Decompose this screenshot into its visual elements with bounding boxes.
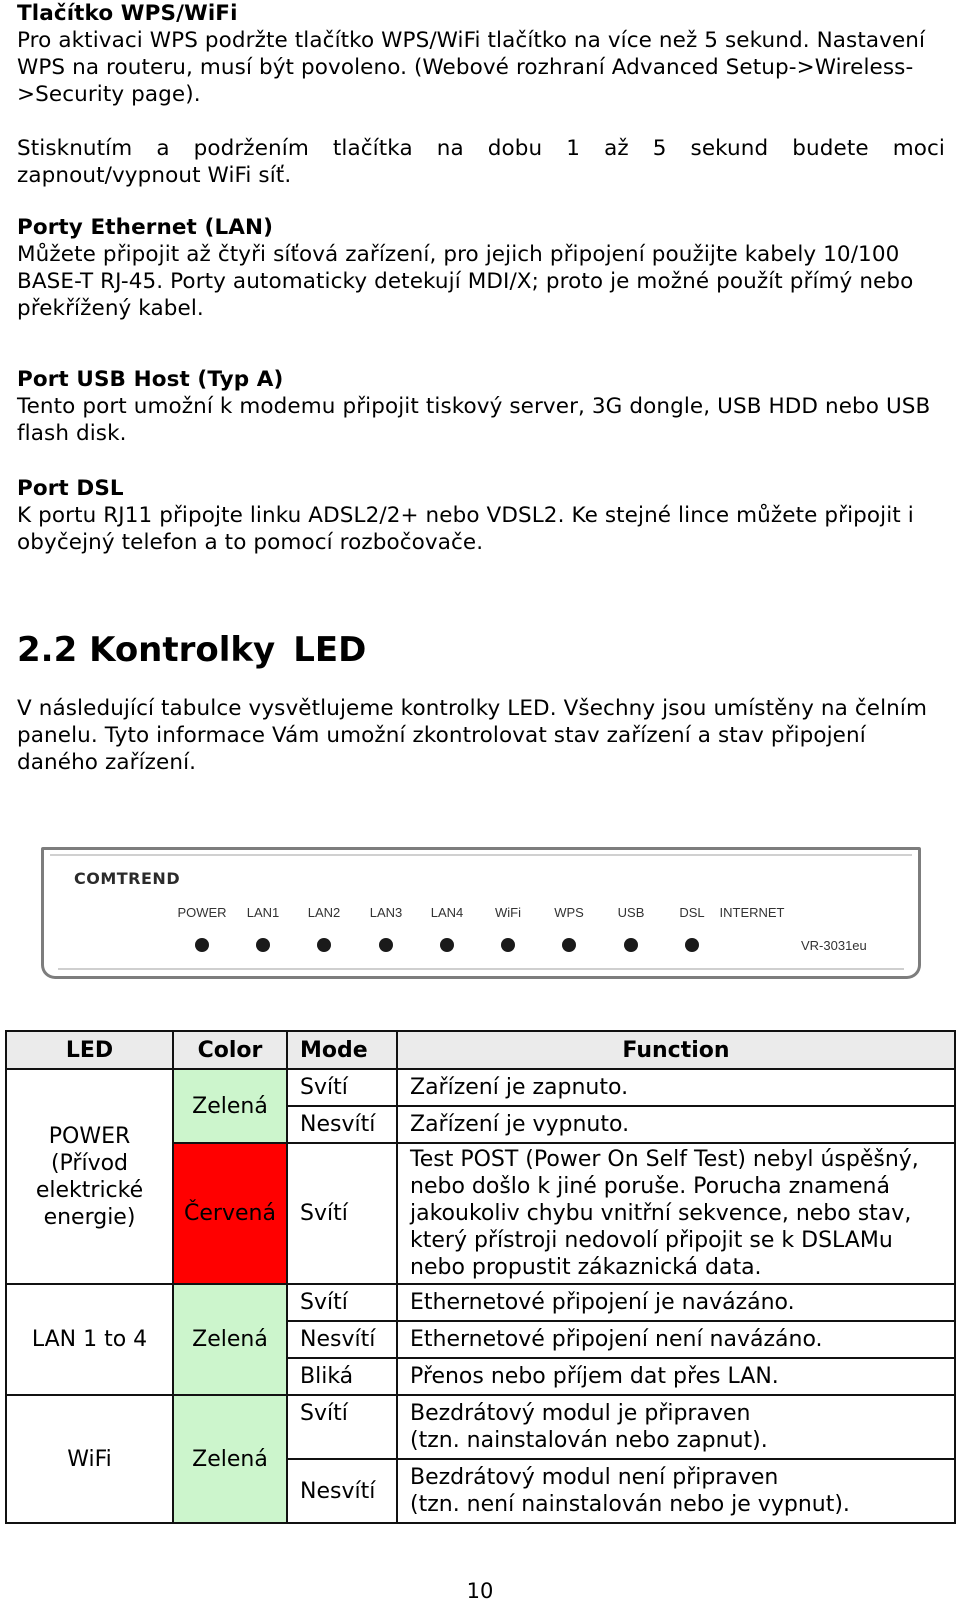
wps-heading: Tlačítko WPS/WiFi (17, 1, 238, 26)
led-dot-lan3 (379, 938, 393, 952)
function-cell: Test POST (Power On Self Test) nebyl úspěšný, nebo došlo k jiné poruše. Porucha znamená jakoukoliv chybu vnitřní sekvence, nebo stav, který přístroji nedovolí připojit se k DSLAMu nebo propustit zákaznická data. (397, 1143, 955, 1284)
usb-text: Tento port umožní k modemu připojit tiskový server, 3G dongle, USB HDD nebo USB flash disk. (17, 394, 931, 446)
function-cell: Přenos nebo příjem dat přes LAN. (397, 1358, 955, 1395)
model-number: VR-3031eu (801, 938, 867, 953)
led-dot-power (195, 938, 209, 952)
mode-cell: Svítí (287, 1069, 397, 1106)
function-cell (397, 1395, 955, 1459)
mode-cell: Bliká (287, 1358, 397, 1395)
led-dot-lan1 (256, 938, 270, 952)
mode-cell: Nesvítí (287, 1106, 397, 1143)
led-name-power: POWER (Přívod elektrické energie) (6, 1069, 173, 1284)
header-mode: Mode (287, 1031, 397, 1069)
usb-section (17, 366, 945, 447)
mode-cell: Svítí (287, 1395, 397, 1459)
led-label-lan1: LAN1 (246, 905, 280, 920)
led-dot-usb (624, 938, 638, 952)
wps-paragraph-2-line-2: zapnout/vypnout WiFi síť. (17, 163, 292, 188)
function-line: (tzn. není nainstalován nebo je vypnut). (410, 1492, 850, 1517)
function-cell: Zařízení je zapnuto. (397, 1069, 955, 1106)
wps-paragraph-2-line-1: Stisknutím a podržením tlačítka na dobu 1 až 5 sekund budete moci (17, 136, 945, 161)
function-cell (397, 1459, 955, 1523)
page-number: 10 (466, 1579, 494, 1603)
wps-section (17, 0, 945, 189)
color-cell: Červená (173, 1143, 287, 1284)
function-cell: Ethernetové připojení je navázáno. (397, 1284, 955, 1321)
section-heading (17, 630, 366, 670)
mode-cell: Svítí (287, 1284, 397, 1321)
intro-paragraph: V následující tabulce vysvětlujeme kontrolky LED. Všechny jsou umístěny na čelním panelu. Tyto informace Vám umožní zkontrolovat stav zařízení a stav připojení daného zařízení. (17, 696, 928, 775)
color-cell: Zelená (173, 1069, 287, 1143)
led-dot-lan4 (440, 938, 454, 952)
dsl-section (17, 475, 945, 556)
led-label-lan2: LAN2 (307, 905, 341, 920)
mode-cell: Nesvítí (287, 1459, 397, 1523)
led-label-lan4: LAN4 (430, 905, 464, 920)
table-row (6, 1069, 955, 1106)
led-label-power: POWER (177, 905, 227, 920)
led-name-lan: LAN 1 to 4 (6, 1284, 173, 1395)
section-word-1: Kontrolky (89, 630, 276, 670)
section-number: 2.2 (17, 630, 78, 670)
header-led: LED (6, 1031, 173, 1069)
function-line: Bezdrátový modul je připraven (410, 1401, 751, 1426)
led-label-lan3: LAN3 (369, 905, 403, 920)
color-cell: Zelená (173, 1395, 287, 1523)
led-dot-lan2 (317, 938, 331, 952)
function-cell: Zařízení je vypnuto. (397, 1106, 955, 1143)
led-label-wifi: WiFi (495, 905, 521, 920)
function-cell: Ethernetové připojení není navázáno. (397, 1321, 955, 1358)
ethernet-section (17, 214, 945, 322)
led-name-wifi: WiFi (6, 1395, 173, 1523)
function-line: (tzn. nainstalován nebo zapnut). (410, 1428, 768, 1453)
brand-logo: COMTREND (74, 869, 181, 888)
mode-cell: Nesvítí (287, 1321, 397, 1358)
table-row (6, 1284, 955, 1321)
ethernet-text: Můžete připojit až čtyři síťová zařízení, pro jejich připojení použijte kabely 10/100 BASE-T RJ-45. Porty automaticky detekují MDI/X; proto je možné použít přímý nebo překřížený kabel. (17, 242, 914, 321)
led-dot-wifi (501, 938, 515, 952)
ethernet-heading: Porty Ethernet (LAN) (17, 215, 274, 240)
table-header-row (6, 1031, 955, 1069)
led-dot-wps (562, 938, 576, 952)
color-cell: Zelená (173, 1284, 287, 1395)
led-dot-dsl (685, 938, 699, 952)
led-label-internet: INTERNET (719, 905, 785, 920)
led-label-wps: WPS (554, 905, 584, 920)
wps-paragraph-1: Pro aktivaci WPS podržte tlačítko WPS/WiFi tlačítko na více než 5 sekund. Nastavení WPS na routeru, musí být povoleno. (Webové rozhraní Advanced Setup->Wireless->Security page). (17, 28, 926, 107)
led-label-usb: USB (617, 905, 645, 920)
dsl-heading: Port DSL (17, 476, 124, 501)
header-function: Function (397, 1031, 955, 1069)
led-table (5, 1030, 956, 1524)
section-word-2: LED (293, 630, 367, 670)
table-row (6, 1395, 955, 1459)
router-front-panel (41, 847, 921, 979)
mode-cell: Svítí (287, 1143, 397, 1284)
dsl-text: K portu RJ11 připojte linku ADSL2/2+ nebo VDSL2. Ke stejné lince můžete připojit i obyčejný telefon a to pomocí rozbočovače. (17, 503, 914, 555)
led-label-dsl: DSL (679, 905, 705, 920)
usb-heading: Port USB Host (Typ A) (17, 367, 284, 392)
function-line: Bezdrátový modul není připraven (410, 1465, 779, 1490)
header-color: Color (173, 1031, 287, 1069)
